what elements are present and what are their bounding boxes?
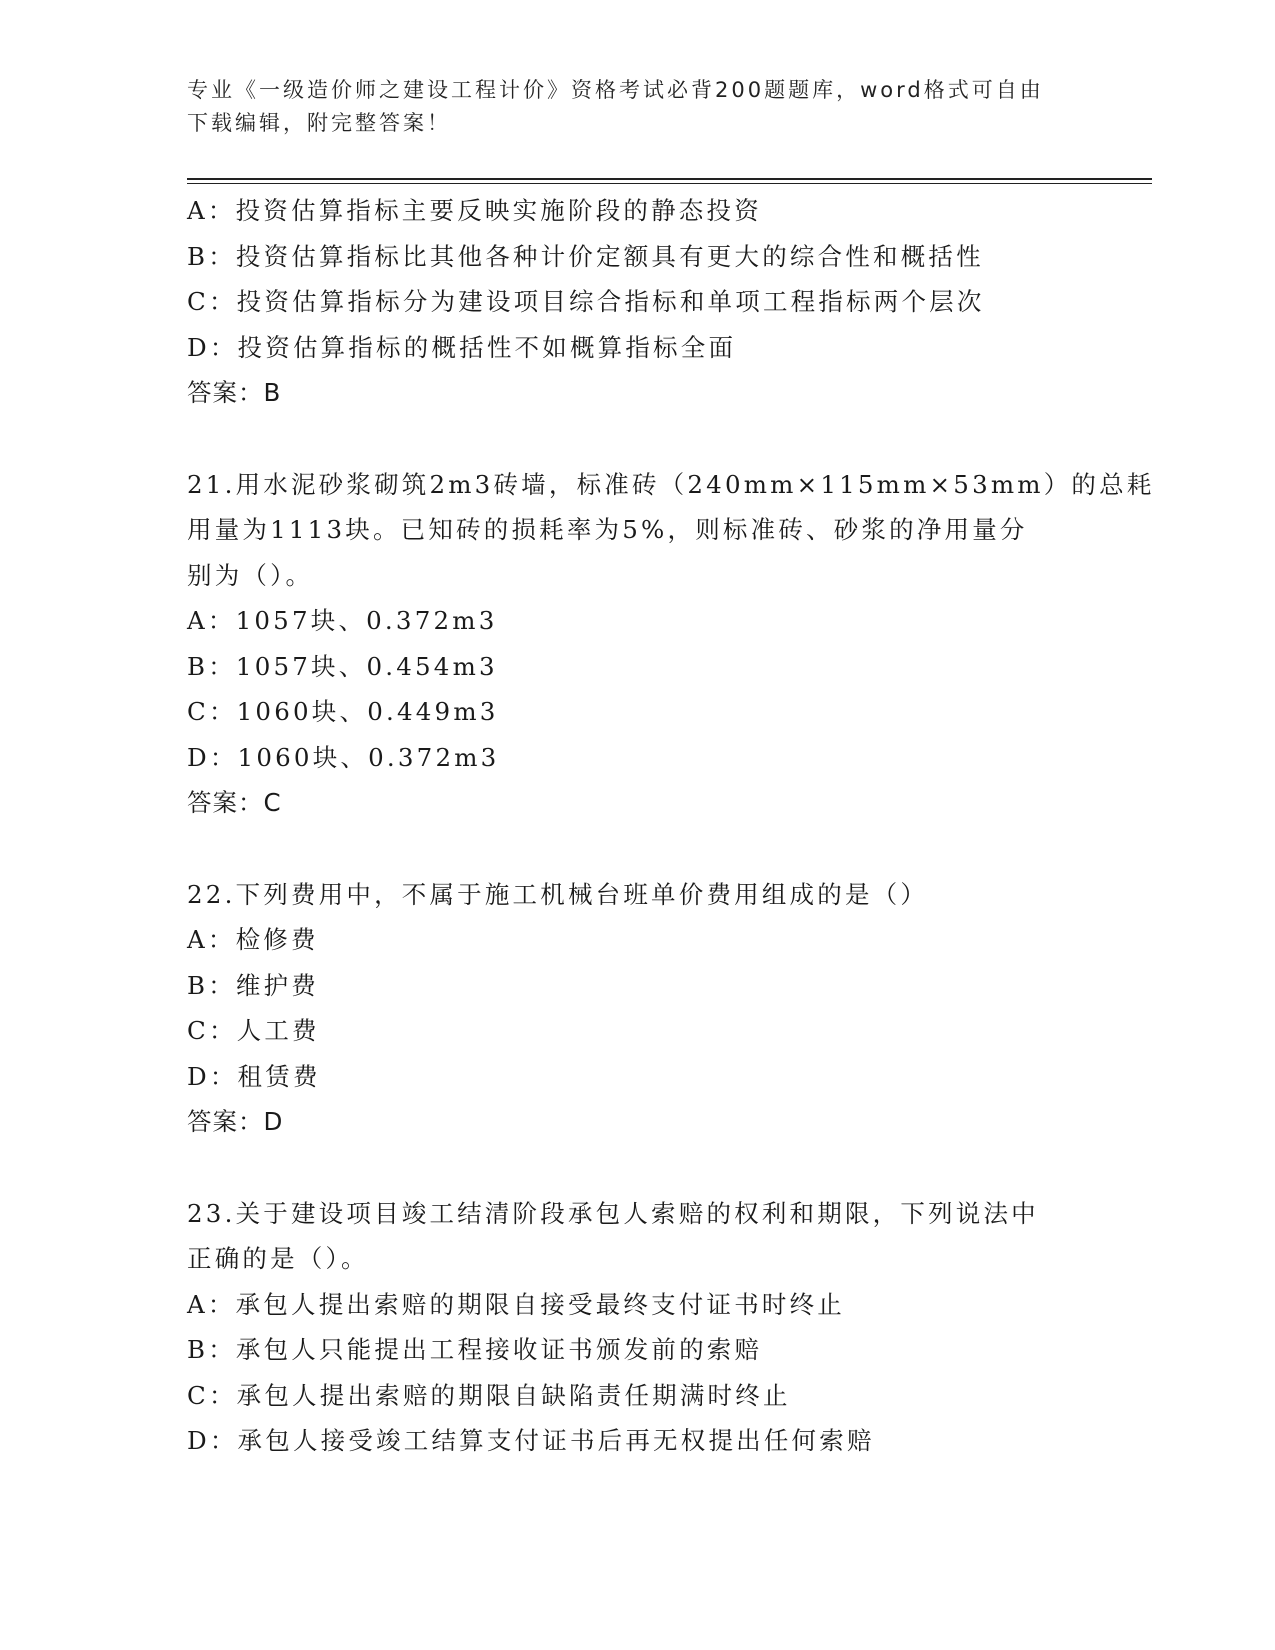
option-d: D：投资估算指标的概括性不如概算指标全面	[187, 332, 737, 362]
option-c: C：人工费	[187, 1016, 320, 1045]
option-b: B：维护费	[187, 970, 320, 1000]
document-header	[187, 74, 1087, 140]
header-line-2: 下载编辑，附完整答案！	[187, 111, 451, 135]
header-rule-thick	[187, 178, 1152, 180]
header-rule-thin	[187, 183, 1152, 184]
option-b: B：投资估算指标比其他各种计价定额具有更大的综合性和概括性	[187, 241, 984, 271]
question-content	[187, 188, 1155, 1464]
option-a: A：投资估算指标主要反映实施阶段的静态投资	[187, 196, 762, 225]
option-a: A：1057块、0.372m3	[187, 606, 498, 635]
question-23	[187, 1191, 1087, 1464]
question-stem-line: 别为（）。	[187, 560, 314, 590]
question-stem-line: 正确的是（）。	[187, 1244, 369, 1273]
question-stem-line: 用量为1113块。已知砖的损耗率为5%，则标准砖、砂浆的净用量分	[187, 515, 1028, 544]
option-d: D：1060块、0.372m3	[187, 742, 500, 772]
option-c: C：投资估算指标分为建设项目综合指标和单项工程指标两个层次	[187, 287, 985, 316]
spacer	[187, 416, 1087, 462]
question-21	[187, 462, 1155, 826]
answer: 答案：D	[187, 1107, 284, 1136]
answer: 答案：C	[187, 788, 282, 817]
answer: 答案：B	[187, 378, 282, 407]
option-c: C：1060块、0.449m3	[187, 697, 499, 726]
question-20	[187, 188, 1087, 416]
option-a: A：承包人提出索赔的期限自接受最终支付证书时终止	[187, 1289, 845, 1319]
option-a: A：检修费	[187, 925, 319, 954]
spacer	[187, 826, 1087, 872]
spacer	[187, 1145, 1087, 1191]
header-line-1: 专业《一级造价师之建设工程计价》资格考试必背200题题库，word格式可自由	[187, 78, 1044, 102]
question-stem-line: 22.下列费用中，不属于施工机械台班单价费用组成的是（）	[187, 879, 929, 909]
option-b: B：承包人只能提出工程接收证书颁发前的索赔	[187, 1335, 763, 1364]
option-d: D：租赁费	[187, 1061, 321, 1091]
option-d: D：承包人接受竣工结算支付证书后再无权提出任何索赔	[187, 1426, 875, 1455]
option-c: C：承包人提出索赔的期限自缺陷责任期满时终止	[187, 1380, 791, 1410]
question-stem-line: 23.关于建设项目竣工结清阶段承包人索赔的权利和期限，下列说法中	[187, 1198, 1039, 1228]
option-b: B：1057块、0.454m3	[187, 651, 498, 681]
question-stem-line: 21.用水泥砂浆砌筑2m3砖墙，标准砖（240mm×115mm×53mm）的总耗	[187, 469, 1155, 499]
question-22	[187, 872, 1087, 1145]
